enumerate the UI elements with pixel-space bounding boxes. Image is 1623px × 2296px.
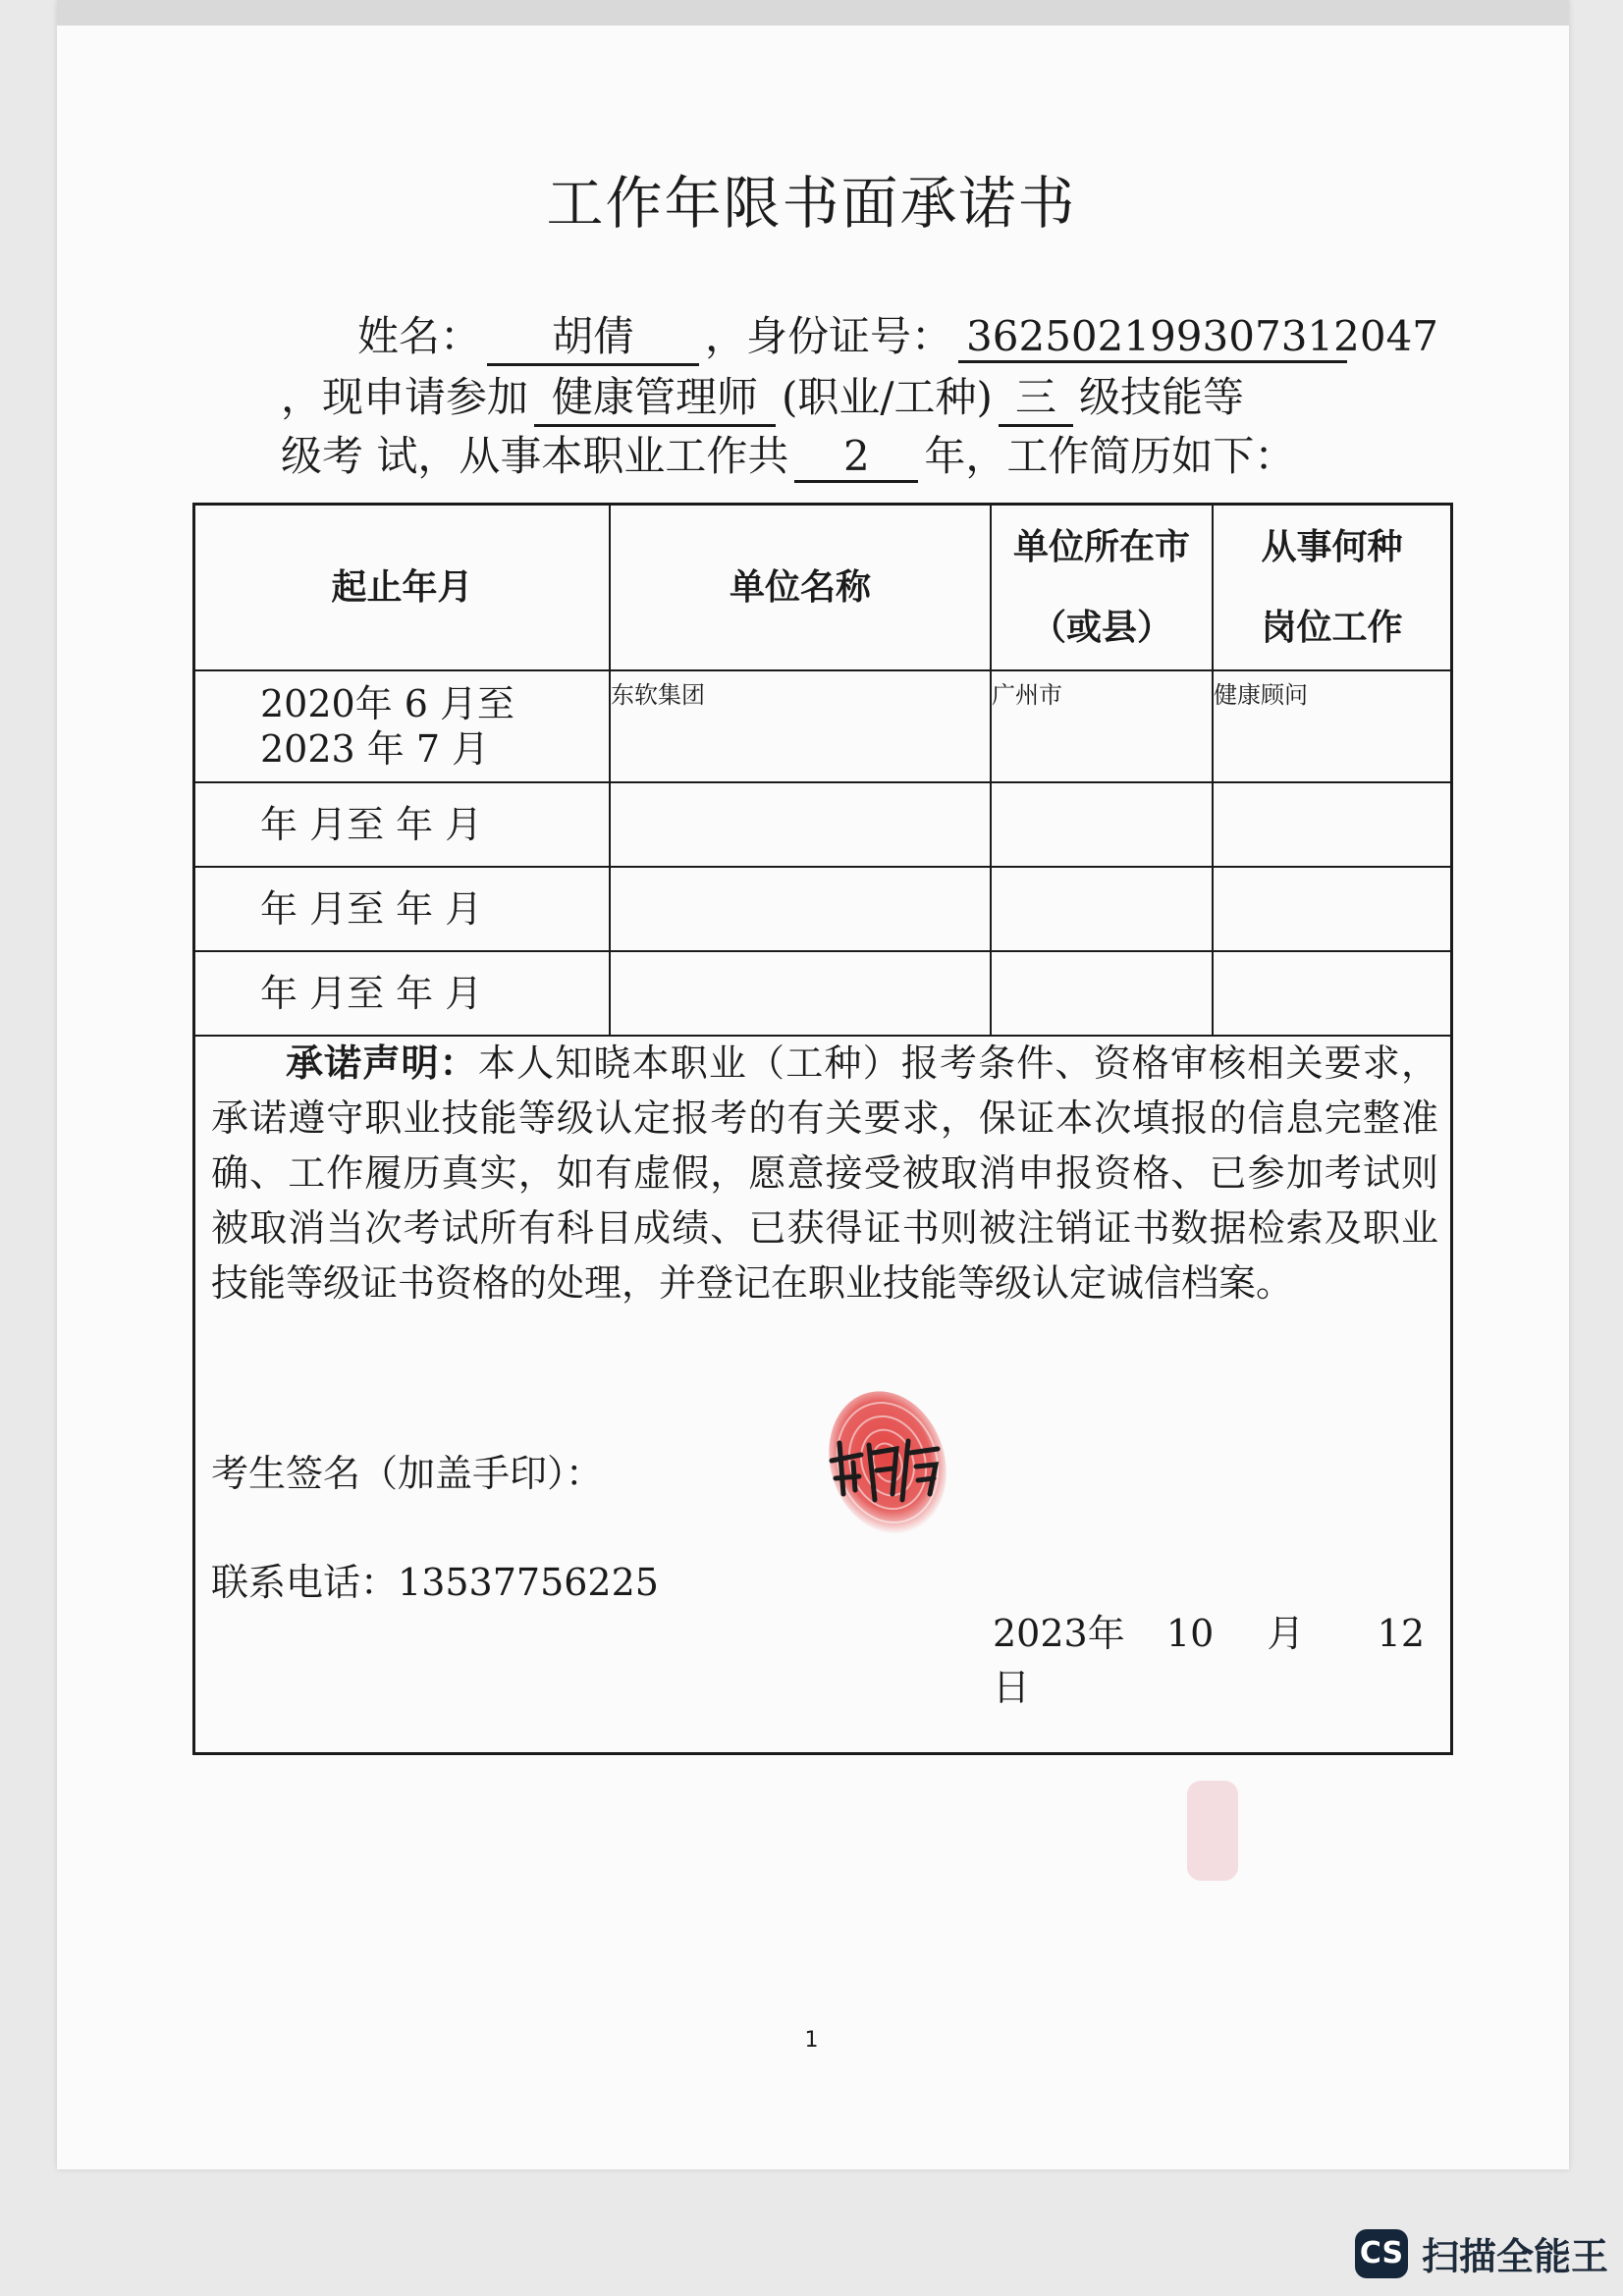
name-value: 胡倩 <box>487 304 699 366</box>
occupation-value: 健康管理师 <box>534 365 776 427</box>
table-row <box>195 867 1450 951</box>
signing-date <box>993 1603 1450 1711</box>
row-unit: 东软集团 <box>610 670 991 782</box>
date-month: 10 <box>1165 1612 1215 1655</box>
header-position-line2: 岗位工作 <box>1261 607 1403 648</box>
date-year: 2023年 <box>993 1612 1125 1655</box>
header-city-line2: （或县） <box>1030 607 1172 648</box>
id-label: ，身份证号： <box>705 312 953 360</box>
work-history-table <box>195 506 1450 1037</box>
row-period: 年 月至 年 月 <box>195 782 610 867</box>
row-position <box>1213 867 1450 951</box>
name-line <box>357 304 1439 366</box>
pledge-statement <box>211 1036 1438 1310</box>
brand-name: 扫描全能王 <box>1422 2235 1609 2278</box>
document-title: 工作年限书面承诺书 <box>546 170 1077 237</box>
header-unit-name: 单位名称 <box>610 506 991 670</box>
row-unit <box>610 951 991 1036</box>
form-box <box>192 503 1453 1755</box>
level-suffix: 级技能等 <box>1078 373 1244 421</box>
row-city <box>991 951 1213 1036</box>
row-city: 广州市 <box>991 670 1213 782</box>
row-period: 2020年 6 月至 2023 年 7 月 <box>195 670 610 782</box>
row-city <box>991 782 1213 867</box>
apply-prefix: ，现申请参加 <box>281 373 529 421</box>
camscanner-logo-icon: CS <box>1355 2229 1408 2278</box>
pledge-label: 承诺声明： <box>286 1041 478 1085</box>
table-header-row <box>195 506 1450 670</box>
level-value: 三 <box>999 365 1073 427</box>
id-number: 362502199307312047 <box>958 312 1347 363</box>
contact-phone <box>211 1552 659 1606</box>
header-position-line1: 从事何种 <box>1261 526 1403 567</box>
date-day: 12日 <box>993 1612 1426 1709</box>
header-position <box>1213 506 1450 670</box>
date-month-unit: 月 <box>1267 1612 1305 1655</box>
row-position <box>1213 782 1450 867</box>
row-period: 年 月至 年 月 <box>195 867 610 951</box>
page-number: 1 <box>804 2028 819 2053</box>
years-line <box>281 424 1295 483</box>
scanner-app-watermark <box>1355 2226 1608 2280</box>
signature-fingerprint <box>814 1384 961 1541</box>
row-position <box>1213 951 1450 1036</box>
years-value: 2 <box>794 432 918 483</box>
row-city <box>991 867 1213 951</box>
table-row <box>195 782 1450 867</box>
header-period: 起止年月 <box>195 506 610 670</box>
row-position: 健康顾问 <box>1213 670 1450 782</box>
faint-stamp-mark <box>1183 1777 1242 1885</box>
apply-line <box>281 365 1244 427</box>
header-city-line1: 单位所在市 <box>1012 526 1190 567</box>
years-prefix: 级考 试，从事本职业工作共 <box>281 432 789 480</box>
phone-number: 13537756225 <box>398 1561 659 1604</box>
table-row <box>195 670 1450 782</box>
pledge-text: 本人知晓本职业（工种）报考条件、资格审核相关要求，承诺遵守职业技能等级认定报考的有关要求，保证本次填报的信息完整准确、工作履历真实，如有虚假，愿意接受被取消申报资格、已参加考试则被取消当次考试所有科目成绩、已获得证书则被注销证书数据检索及职业技能等级证书资格的处理，并登记在职业技能等级认定诚信档案。 <box>211 1041 1438 1305</box>
years-suffix: 年，工作简历如下： <box>924 432 1296 480</box>
row-unit <box>610 867 991 951</box>
contact-label: 联系电话： <box>211 1561 399 1604</box>
table-row <box>195 951 1450 1036</box>
row-period: 年 月至 年 月 <box>195 951 610 1036</box>
row-unit <box>610 782 991 867</box>
header-city <box>991 506 1213 670</box>
occupation-suffix: (职业/工种) <box>782 373 993 421</box>
name-label: 姓名： <box>357 312 482 360</box>
scan-edge <box>57 0 1569 26</box>
signature-label: 考生签名（加盖手印）： <box>211 1452 604 1495</box>
